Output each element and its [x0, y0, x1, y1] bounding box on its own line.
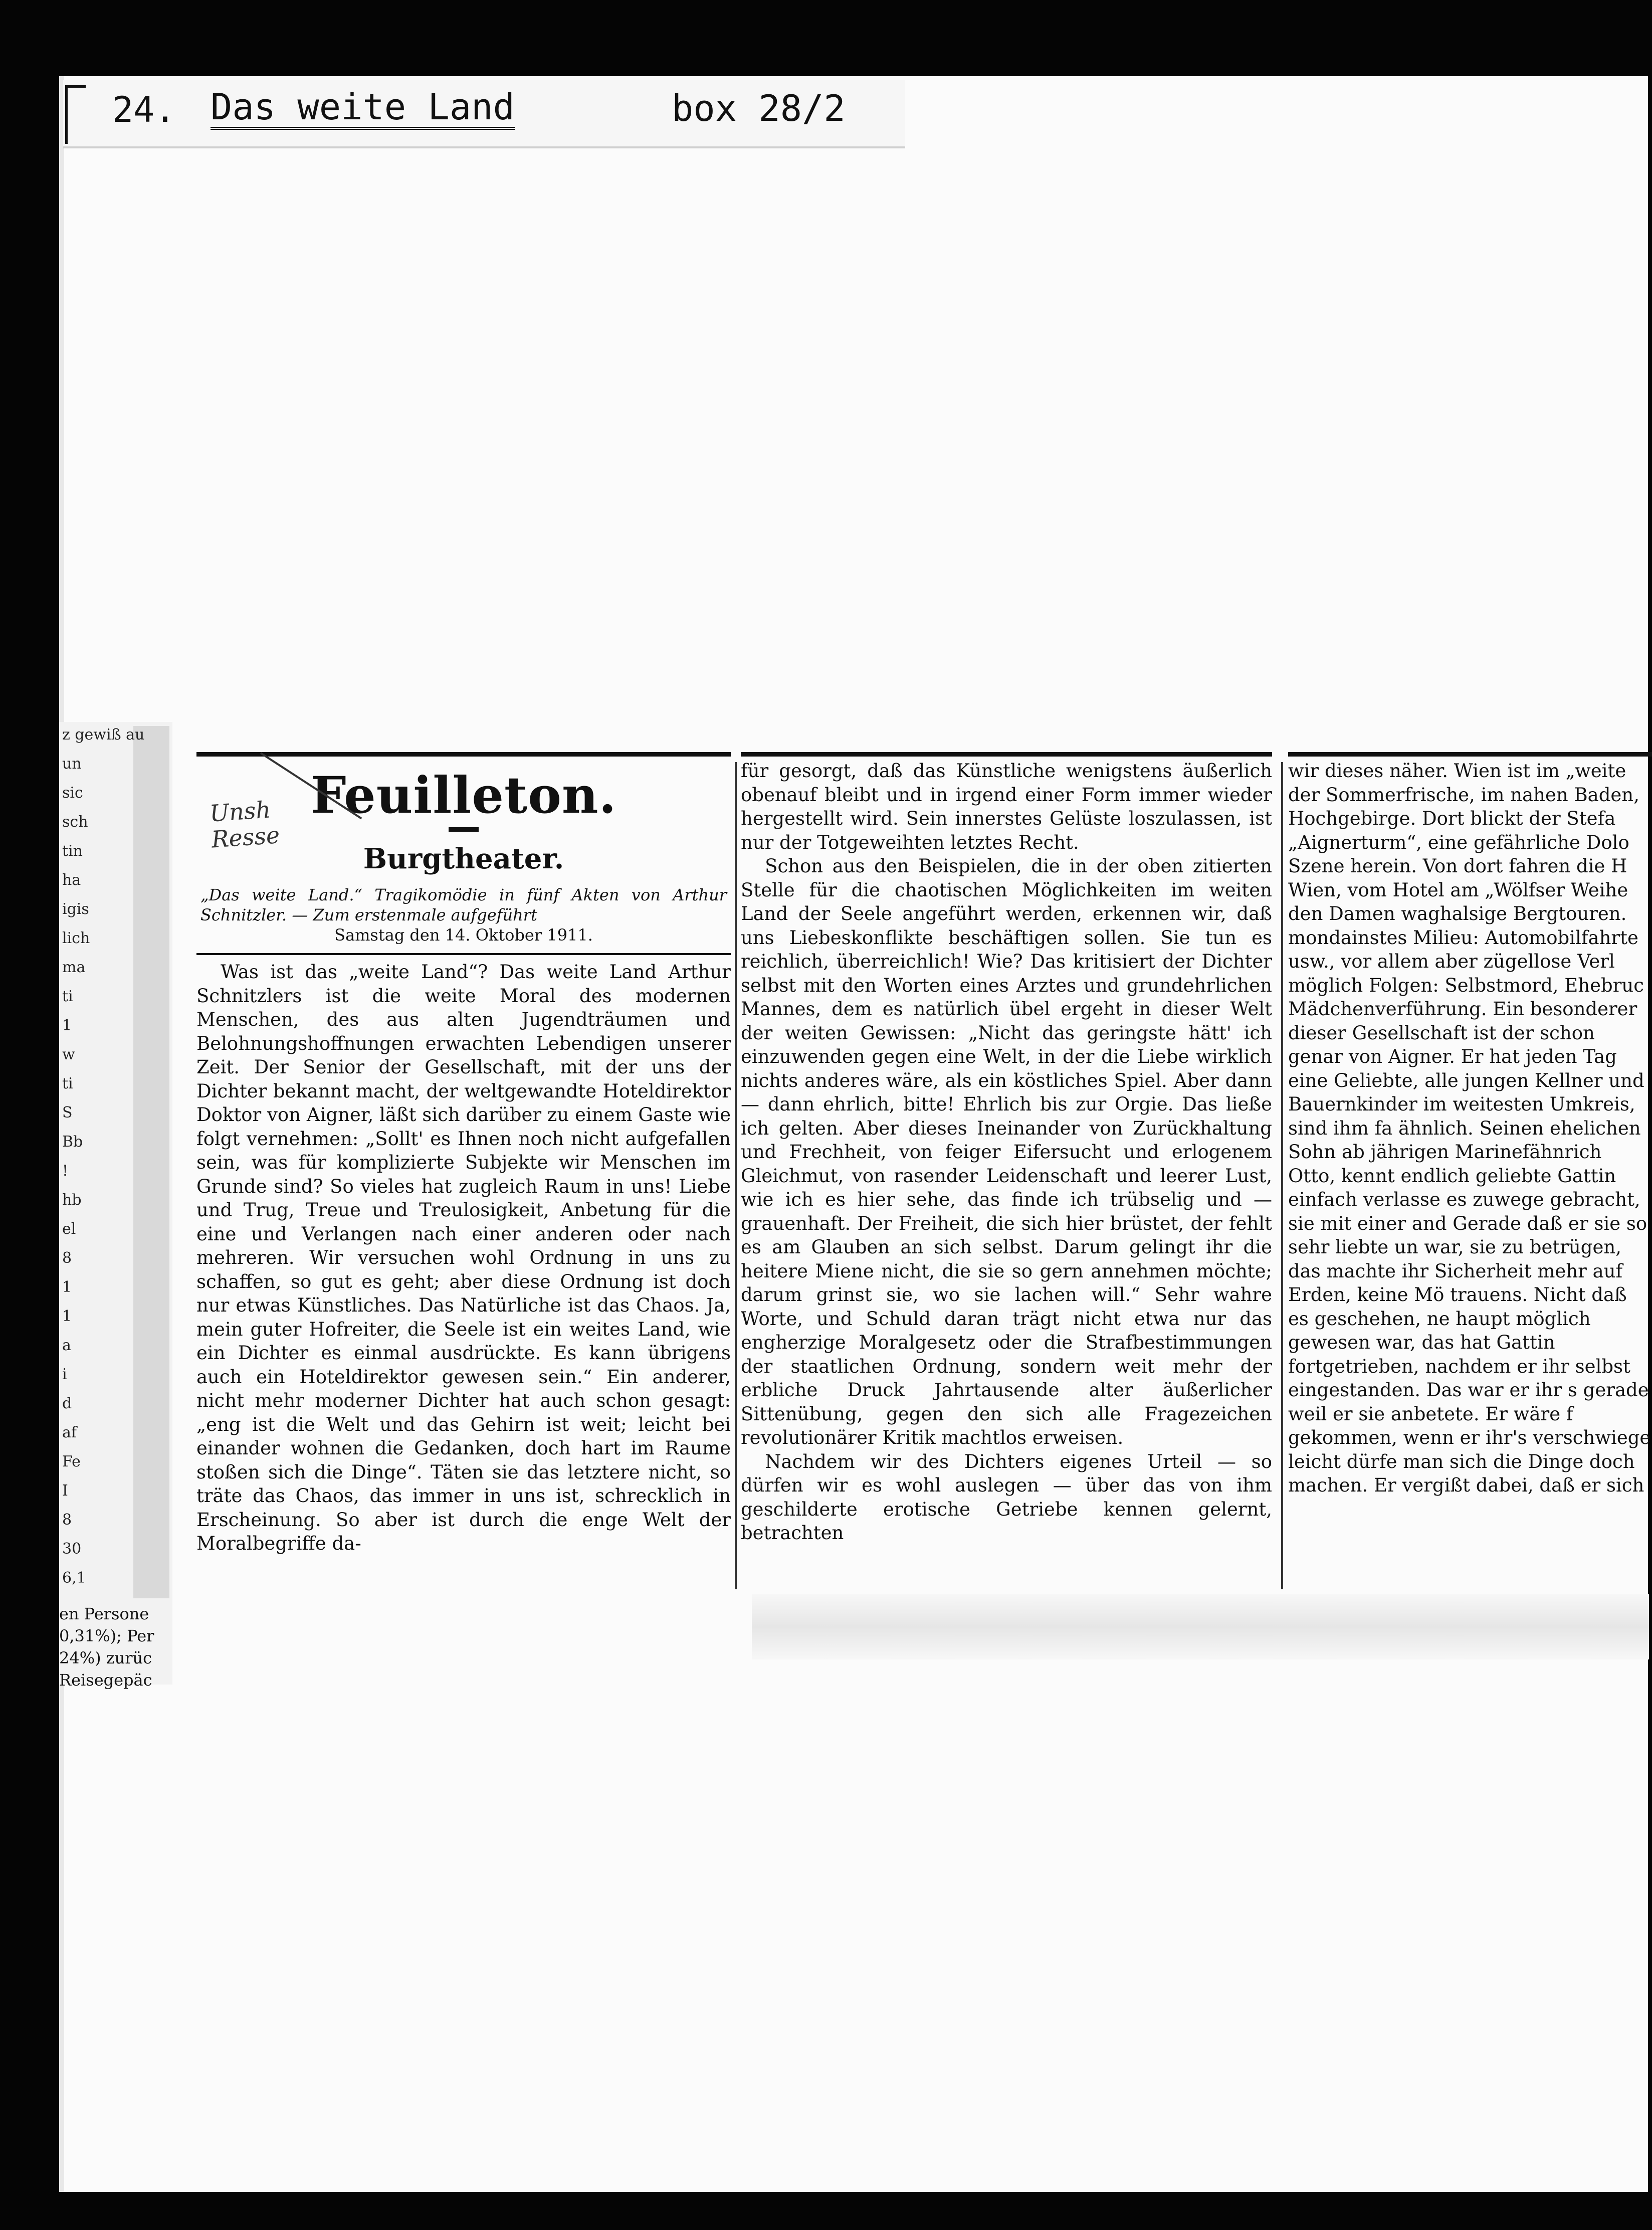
article-column-1: [196, 752, 731, 1604]
fragment-text: tin: [62, 842, 83, 860]
left-newspaper-fragment: [59, 722, 172, 1690]
column-divider: [735, 762, 737, 1589]
handwritten-line: Unsh: [209, 796, 272, 827]
fragment-text: 8: [62, 1511, 72, 1529]
fragment-text: af: [62, 1424, 77, 1441]
fragment-text: a: [62, 1337, 71, 1354]
paragraph: für gesorgt, daß das Künstliche wenigstens äußerlich obenauf bleibt und in irgend einer Form immer wieder hergestellt wird. Sein innerstes Gelüste loszulassen, ist nur der Totgeweihten letztes Recht.: [741, 760, 1272, 853]
fragment-text: sic: [62, 784, 83, 802]
fragment-text: Reisegepäc: [59, 1670, 152, 1690]
article-heading: Burgtheater.: [363, 842, 564, 875]
column-3-body: [1288, 759, 1652, 1498]
fragment-text: d: [62, 1395, 72, 1412]
fragment-text: igis: [62, 900, 89, 918]
fragment-text: ti: [62, 988, 73, 1005]
fragment-text: 8: [62, 1249, 72, 1267]
section-title: Feuilleton.: [310, 766, 617, 825]
fragment-text: hb: [62, 1191, 82, 1209]
paragraph: Was ist das „weite Land“? Das weite Land Arthur Schnitzlers ist die weite Moral des modernen Menschen, des aus alten Jugendträumen und Belohnungshoffnungen erwachten Lebendigen unserer Zeit. Der Senior der Gesellschaft, mit der uns der Dichter bekannt macht, der weltgewandte Hoteldirektor Doktor von Aigner, läßt sich darüber zu einem Gaste wie folgt vernehmen: „Sollt' es Ihnen noch nicht aufgefallen sein, was für komplizierte Subjekte wir Menschen im Grunde sind? So vieles hat zugleich Raum in uns! Liebe und Trug, Treue und Treulosigkeit, Anbetung für die eine und Verlangen nach einer anderen oder nach mehreren. Wir versuchen wohl Ordnung in uns zu schaffen, so gut es geht; aber diese Ordnung ist doch nur etwas Künstliches. Das Natürliche ist das Chaos. Ja, mein guter Hofreiter, die Seele ist ein weites Land, wie ein Dichter es einmal ausdrückte. Es kann übrigens auch ein Hoteldirektor gewesen sein.“ Ein anderer, nicht mehr moderner Dichter hat auch schon gesagt: „eng ist die Welt und das Gehirn ist weit; leicht bei einander wohnen die Gedanken, doch hart im Raume stoßen sich die Dinge“. Täten sie das letztere nicht, so träte das Chaos, das immer in uns ist, schrecklich in Erscheinung. So aber ist durch die enge Welt der Moralbegriffe da-: [196, 961, 731, 1554]
paragraph: Schon aus den Beispielen, die in der oben zitierten Stelle für die chaotischen Möglichkeiten im weiten Land der Seele angeführt werden, erkennen wir, daß uns Liebeskonflikte beschäftigen sollen. Sie tun es reichlich, überreichlich! Wie? Das kritisiert der Dichter selbst mit den Worten eines Arztes und grundehrlichen Mannes, dem es natürlich übel ergeht in dieser Welt der weiten Gewissen: „Nicht das geringste hätt' ich einzuwenden gegen eine Welt, in der die Liebe wirklich nichts anderes wäre, als ein köstliches Spiel. Aber dann — dann ehrlich, bitte! Ehrlich bis zur Orgie. Das ließe ich gelten. Aber dieses Ineinander von Zurückhaltung und Frechheit, von feiger Eifersucht und erlogenem Gleichmut, von rasender Leidenschaft und leerer Lust, wie ich es hier sehe, das finde ich trübselig und — grauenhaft. Der Freiheit, die sich hier brüstet, der fehlt es am Glauben an sich selbst. Darum gelingt ihr die heitere Miene nicht, die sie so gern annehmen möchte; darum grinst sie, wo sie lachen will.“ Sehr wahre Worte, und Schuld daran trägt nicht etwa nur das engherzige Moralgesetz oder die Strafbestimmungen der staatlichen Ordnung, sondern weit mehr der erbliche Druck Jahrtausende alter äußerlicher Sittenübung, gegen den sich alle Fragezeichen revolutionärer Kritik machtlos erweisen.: [741, 855, 1272, 1448]
fragment-text: ti: [62, 1075, 73, 1092]
fragment-text: z gewiß au: [62, 726, 145, 744]
paper-fold: [133, 726, 169, 1598]
fragment-text: lich: [62, 930, 90, 947]
column-1-body: [196, 960, 731, 1556]
article-column-3: [1288, 752, 1652, 1604]
paragraph: wir dieses näher. Wien ist im „weite der Sommerfrische, im nahen Baden, Hochgebirge. Dort blickt der Stefa „Aignerturm“, eine gefährliche Dolo Szene herein. Von dort fahren die H Wien, vom Hotel am „Wölfser Weihe den Damen waghalsige Bergtouren. mondainstes Milieu: Automobilfahrte usw., vor allem aber zügellose Verl möglich Folgen: Selbstmord, Ehebruc Mädchenverführung. Ein besonderer dieser Gesellschaft ist der schon genar von Aigner. Er hat jeden Tag eine Geliebte, alle jungen Kellner und Bauernkinder im weitesten Umkreis, sind ihm fa ähnlich. Seinen ehelichen Sohn ab jährigen Marinefähnrich Otto, kennt endlich geliebte Gattin einfach verlasse es zuwege gebracht, sie mit einer and Gerade daß er sie so sehr liebte un war, sie zu betrügen, das machte ihr Sicherheit mehr auf Erden, keine Mö trauens. Nicht daß es geschehen, ne haupt möglich gewesen war, das hat Gattin fortgetrieben, nachdem er ihr selbst eingestanden. Das war er ihr s gerade weil er sie anbetete. Er wäre f gekommen, wenn er ihr's verschwiege leicht dürfe man sich die Dinge doch machen. Er vergißt dabei, daß er sich: [1288, 760, 1651, 1496]
fragment-text: sch: [62, 813, 88, 831]
fragment-text: S: [62, 1104, 73, 1122]
paragraph: Nachdem wir des Dichters eigenes Urteil — so dürfen wir es wohl auslegen — über das von ihm geschilderte erotische Getriebe kennen gelernt, betrachten: [741, 1450, 1272, 1544]
archive-number: 24.: [112, 89, 176, 130]
fragment-text: el: [62, 1220, 76, 1238]
fragment-text: 6,1: [62, 1569, 86, 1587]
article-column-2: [741, 752, 1272, 1604]
fragment-text: i: [62, 1366, 67, 1383]
column-2-body: [741, 759, 1272, 1545]
fragment-text: 1: [62, 1308, 72, 1325]
fragment-text: ma: [62, 959, 86, 976]
fragment-text: w: [62, 1046, 75, 1063]
handwritten-line: Resse: [211, 821, 281, 853]
fragment-text: un: [62, 755, 82, 773]
article-byline: „Das weite Land.“ Tragikomödie in fünf Akten von Arthur Schnitzler. — Zum erstenmale aufgeführt: [200, 885, 727, 924]
fragment-text: 30: [62, 1540, 82, 1558]
fragment-text: 1: [62, 1278, 72, 1296]
fragment-text: Bb: [62, 1133, 83, 1151]
fragment-text: 1: [62, 1017, 72, 1034]
column-divider: [1281, 762, 1283, 1589]
archive-title: Das weite Land: [211, 87, 515, 130]
fragment-text: en Persone: [59, 1604, 149, 1623]
premiere-date: Samstag den 14. Oktober 1911.: [334, 925, 593, 945]
header-rule: [196, 953, 731, 955]
fragment-text: ha: [62, 871, 81, 889]
fragment-text: 24%) zurüc: [59, 1648, 152, 1667]
fragment-text: 0,31%); Per: [59, 1626, 154, 1645]
fragment-text: Fe: [62, 1453, 81, 1470]
fragment-text: !: [62, 1162, 69, 1180]
archive-box: box 28/2: [672, 87, 846, 129]
fragment-text: I: [62, 1482, 68, 1500]
corner-bracket: [65, 85, 86, 144]
ornament-rule: [449, 827, 479, 832]
handwritten-annotation: [209, 796, 281, 852]
